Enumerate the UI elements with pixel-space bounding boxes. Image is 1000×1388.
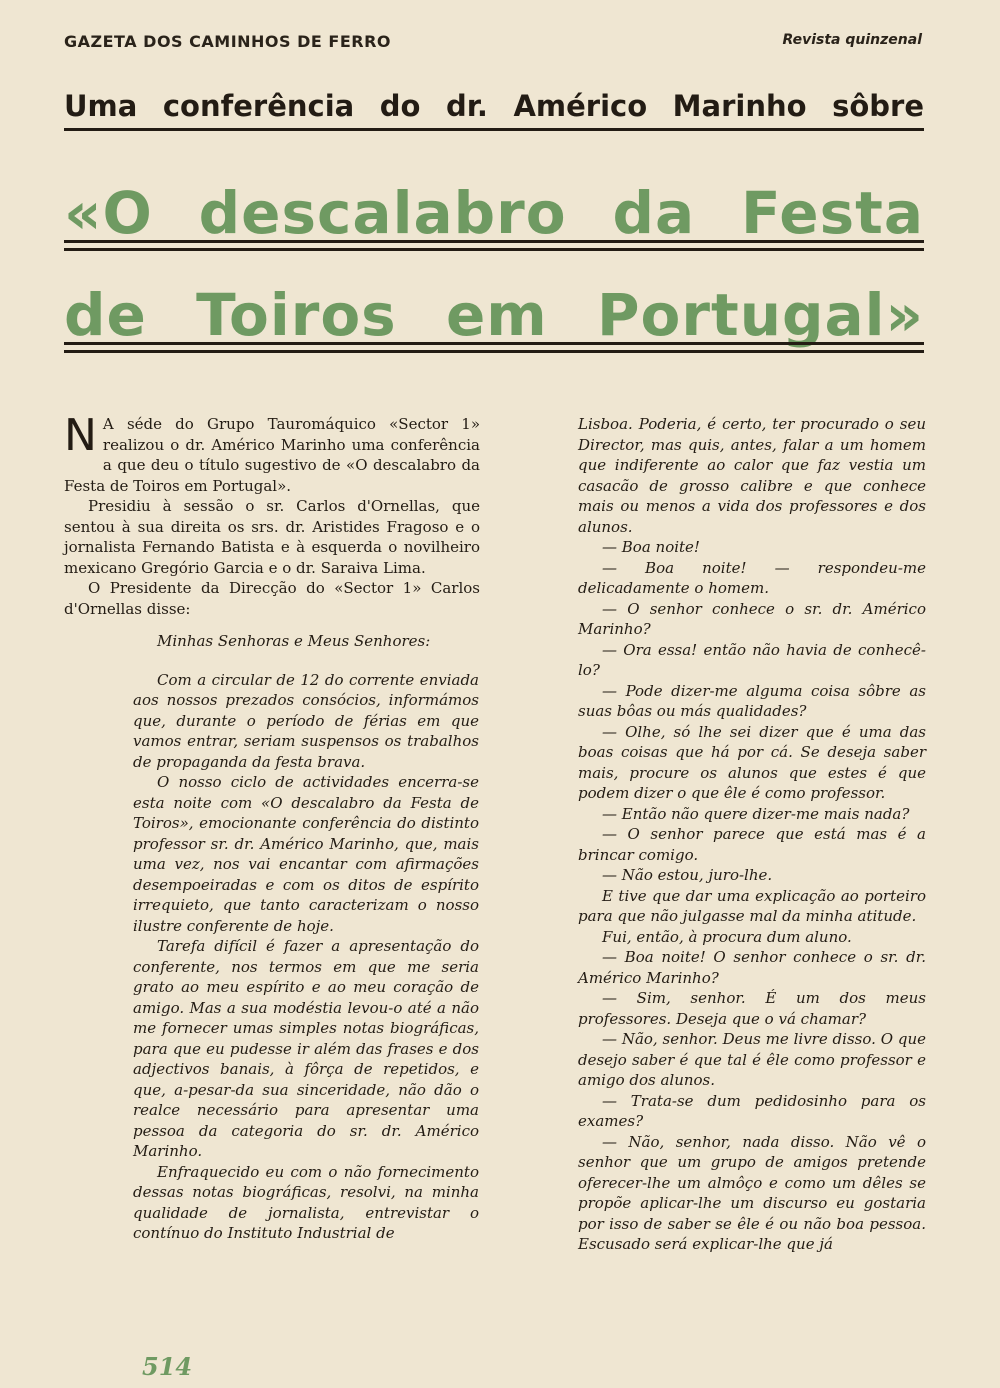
drop-cap: N: [64, 410, 97, 461]
speech-paragraph: Enfraquecido eu com o não fornecimento dessas notas biográficas, resolvi, na minha qualidade de jornalista, entrevistar o contínuo do Instituto Industrial de: [133, 1162, 479, 1242]
title-rule-2b: [64, 350, 924, 353]
interview-line: E tive que dar uma explicação ao porteiro para que não julgasse mal da minha atitude.: [578, 886, 926, 925]
interview-line: — Pode dizer-me alguma coisa sôbre as suas bôas ou más qualidades?: [578, 681, 926, 720]
interview-line: — O senhor conhece o sr. dr. Américo Marinho?: [578, 599, 926, 638]
interview-line: — Ora essa! então não havia de conhecê-lo?: [578, 640, 926, 679]
interview-line: — O senhor parece que está mas é a brincar comigo.: [578, 825, 926, 864]
left-column: [64, 410, 480, 1304]
interview-line: — Boa noite! — respondeu-me delicadamente o homem.: [578, 558, 926, 597]
interview-line: — Olhe, só lhe sei dizer que é uma das boas coisas que há por cá. Se deseja saber mais, procure os alunos que estes é que podem dizer o que êle é como professor.: [578, 722, 926, 802]
paragraph-president-said: O Presidente da Direcção do «Sector 1» Carlos d'Ornellas disse:: [64, 579, 480, 618]
title-rule-1b: [64, 248, 924, 251]
intro-paragraph: [64, 410, 480, 496]
interview-line: — Não, senhor, nada disso. Não vê o senhor que um grupo de amigos pretende oferecer-lhe um almôço e como um dêles se propõe aplicar-lhe um discurso eu gostaria por isso de saber se êle é ou não boa pessoa. Escusado será explicar-lhe que já: [578, 1132, 926, 1253]
interview-paragraph: Lisboa. Poderia, é certo, ter procurado o seu Director, mas quis, antes, falar a um homem que indiferente ao calor que faz vestia um casacão de grosso calibre e que conhece mais ou menos a vida dos professores e dos alunos.: [578, 415, 926, 536]
title-rule-2a: [64, 342, 924, 345]
intro-text: A séde do Grupo Tauromáquico «Sector 1» realizou o dr. Américo Marinho uma conferência a que deu o título sugestivo de «O descalabro da Festa de Toiros em Portugal».: [64, 415, 480, 495]
subtitle-rule: [64, 128, 924, 131]
publication-name: GAZETA DOS CAMINHOS DE FERRO: [64, 32, 392, 51]
interview-line: — Boa noite! O senhor conhece o sr. dr. Américo Marinho?: [578, 948, 926, 987]
speech-salutation: Minhas Senhoras e Meus Senhores:: [157, 632, 431, 650]
interview-line: Fui, então, à procura dum aluno.: [602, 927, 852, 946]
interview-line: — Sim, senhor. É um dos meus professores. Deseja que o vá chamar?: [578, 989, 926, 1028]
title-rule-1a: [64, 240, 924, 243]
article-title-line-2: de Toiros em Portugal»: [64, 281, 924, 349]
interview-line: — Não, senhor. Deus me livre disso. O que desejo saber é que tal é êle como professor e amigo dos alunos.: [578, 1030, 926, 1089]
interview-line: — Então não quere dizer-me mais nada?: [602, 804, 910, 823]
interview-line: — Trata-se dum pedidosinho para os exames?: [578, 1091, 926, 1130]
article-subtitle: Uma conferência do dr. Américo Marinho sôbre: [64, 89, 924, 123]
speech-paragraph: Tarefa difícil é fazer a apresentação do conferente, nos termos em que me seria grato ao meu espírito e ao meu coração de amigo. Mas a sua modéstia levou-o até a não me fornecer umas simples notas biográficas, para que eu pudesse ir além das frases e dos adjectivos banais, à fôrça de repetidos, e que, a-pesar-da sua sinceridade, não dão o realce necessário para apresentar uma pessoa da categoria do sr. dr. Américo Marinho.: [133, 937, 479, 1160]
interview-line: — Não estou, juro-lhe.: [602, 866, 773, 884]
right-column: [578, 414, 926, 1304]
speech-paragraph: Com a circular de 12 do corrente enviada aos nossos prezados consócios, informámos que, durante o período de férias em que vamos entrar, seriam suspensos os trabalhos de propaganda da festa brava.: [133, 670, 479, 771]
interview-line: — Boa noite!: [602, 538, 700, 556]
paragraph-presidency: Presidiu à sessão o sr. Carlos d'Ornellas, que sentou à sua direita os srs. dr. Aristides Fragoso e o jornalista Fernando Batista e à esquerda o novilheiro mexicano Gregório Garcia e o dr. Saraiva Lima.: [64, 497, 480, 577]
speech-quote: [133, 631, 479, 1244]
speech-paragraph: O nosso ciclo de actividades encerra-se esta noite com «O descalabro da Festa de Toiros», emocionante conferência do distinto professor sr. dr. Américo Marinho, que, mais uma vez, nos vai encantar com afirmações desempoeiradas e com os ditos de espírito irrequieto, que tanto caracterizam o nosso ilustre conferente de hoje.: [133, 773, 479, 935]
page-number: 514: [142, 1352, 193, 1381]
publication-frequency: Revista quinzenal: [782, 32, 922, 48]
article-title-line-1: «O descalabro da Festa: [64, 179, 924, 247]
